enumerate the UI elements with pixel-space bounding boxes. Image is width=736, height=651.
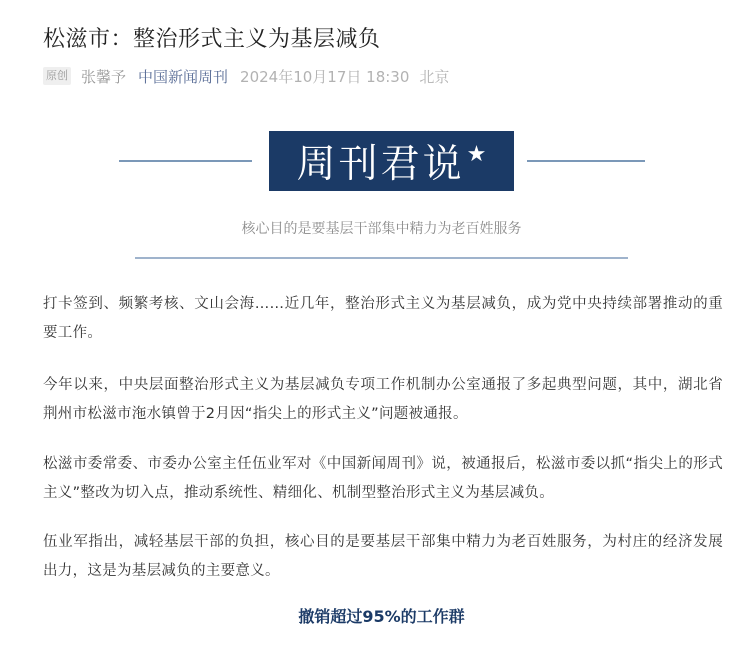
author-name: 张馨予 [81, 67, 127, 86]
paragraph-1: 打卡签到、频繁考核、文山会海……近几年，整治形式主义为基层减负，成为党中央持续部署推动的重要工作。 [43, 296, 723, 341]
subtitle-divider [135, 257, 628, 259]
banner-divider-left [119, 160, 252, 162]
paragraph-3: 松滋市委常委、市委办公室主任伍业军对《中国新闻周刊》说，被通报后，松滋市委以抓“指尖上的形式主义”整改为切入点，推动系统性、精细化、机制型整治形式主义为基层减负。 [43, 456, 723, 501]
article-title: 松滋市：整治形式主义为基层减负 [43, 27, 381, 52]
article-meta [43, 66, 449, 86]
section-heading: 撤销超过95%的工作群 [298, 607, 465, 626]
publish-location: 北京 [419, 67, 450, 86]
banner-title: 周刊君说 [296, 142, 465, 187]
banner-divider-right [527, 160, 645, 162]
original-badge: 原创 [43, 67, 71, 85]
star-icon: ★ [466, 141, 487, 167]
column-banner [269, 131, 514, 191]
paragraph-4: 伍业军指出，减轻基层干部的负担，核心目的是要基层干部集中精力为老百姓服务，为村庄的经济发展出力，这是为基层减负的主要意义。 [43, 534, 723, 579]
account-name-link[interactable]: 中国新闻周刊 [138, 67, 229, 86]
publish-datetime: 2024年10月17日 18:30 [240, 67, 410, 86]
paragraph-2: 今年以来，中央层面整治形式主义为基层减负专项工作机制办公室通报了多起典型问题，其中，湖北省荆州市松滋市沲水镇曾于2月因“指尖上的形式主义”问题被通报。 [43, 377, 723, 422]
article-subtitle: 核心目的是要基层干部集中精力为老百姓服务 [241, 221, 522, 237]
